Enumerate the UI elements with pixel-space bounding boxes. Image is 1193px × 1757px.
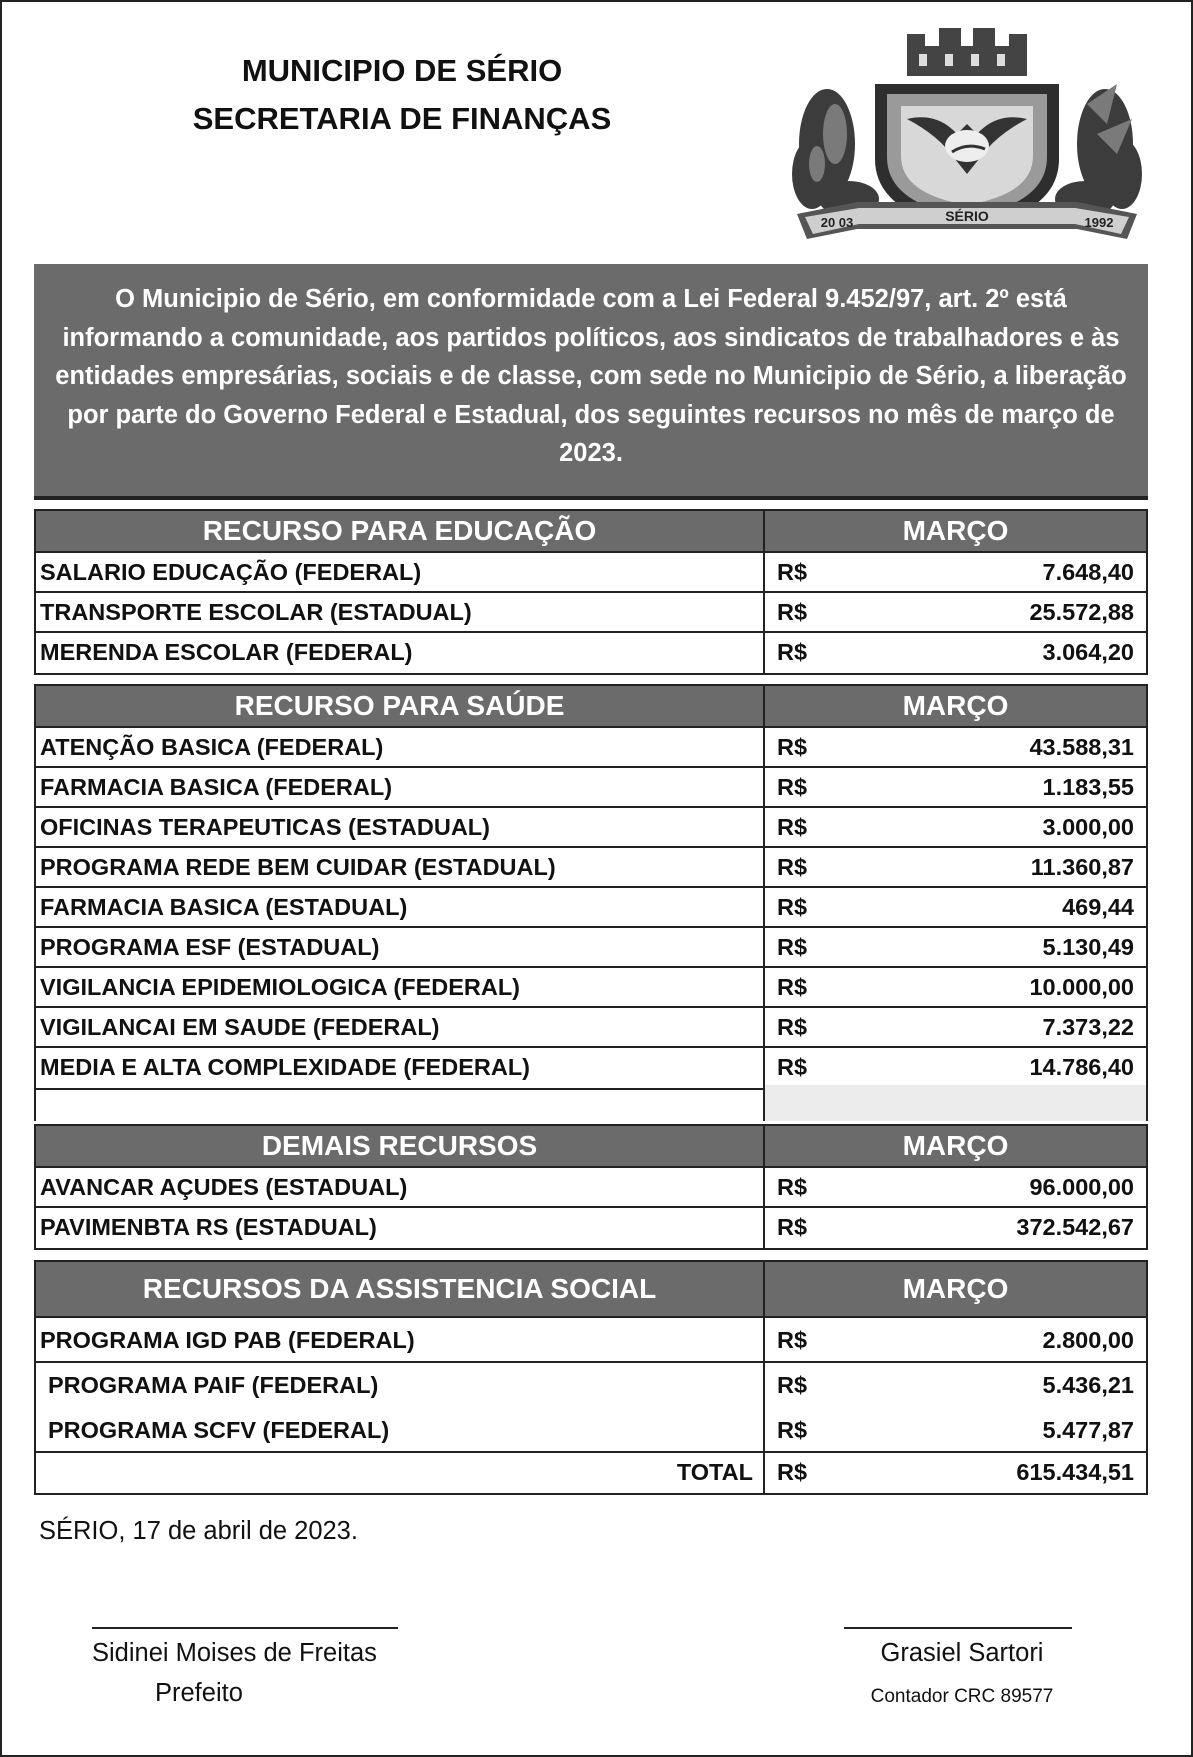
crest-right-text: 1992 [1084,215,1114,230]
crest-left-text: 20 03 [820,215,854,230]
row-amount: 2.800,00 [1042,1327,1134,1353]
table-row [36,1048,1146,1088]
currency-symbol: R$ [777,1417,808,1443]
table-row [36,1168,1146,1208]
section-title: RECURSOS DA ASSISTENCIA SOCIAL [36,1262,765,1316]
row-label: VIGILANCIA EPIDEMIOLOGICA (FEDERAL) [36,968,765,1006]
mayor-name: Sidinei Moises de Freitas [92,1639,377,1667]
table-header [36,686,1146,728]
table-row [36,593,1146,633]
currency-symbol: R$ [777,774,808,800]
row-amount: 1.183,55 [1042,774,1134,800]
table-row [36,968,1146,1008]
currency-symbol: R$ [777,1459,808,1485]
row-amount: 3.000,00 [1042,814,1134,840]
currency-symbol: R$ [777,1054,808,1080]
currency-symbol: R$ [777,1372,808,1398]
row-amount: 96.000,00 [1029,1174,1134,1200]
row-label: ATENÇÃO BASICA (FEDERAL) [36,728,765,766]
table-header [36,511,1146,553]
municipal-coat-of-arms-icon [787,24,1147,246]
section-title: DEMAIS RECURSOS [36,1126,765,1166]
row-amount: 25.572,88 [1029,599,1134,625]
row-label: FARMACIA BASICA (ESTADUAL) [36,888,765,926]
row-amount: 10.000,00 [1029,974,1134,1000]
currency-symbol: R$ [777,814,808,840]
total-amount: 615.434,51 [1016,1459,1134,1485]
health-table [34,684,1148,1090]
table-row [36,728,1146,768]
row-label: OFICINAS TERAPEUTICAS (ESTADUAL) [36,808,765,846]
education-table [34,509,1148,675]
month-header: MARÇO [902,515,1009,546]
row-label: PROGRAMA IGD PAB (FEDERAL) [36,1318,765,1361]
currency-symbol: R$ [777,1327,808,1353]
table-header [36,1262,1146,1318]
row-amount: 5.436,21 [1042,1372,1134,1398]
accountant-role: Contador CRC 89577 [870,1686,1054,1707]
department-title: SECRETARIA DE FINANÇAS [192,101,612,136]
currency-symbol: R$ [777,894,808,920]
table-row [36,633,1146,673]
mayor-role: Prefeito [155,1679,243,1707]
document-header [62,47,742,143]
row-amount: 3.064,20 [1042,639,1134,665]
signature-line-left [92,1627,398,1629]
row-label: PROGRAMA ESF (ESTADUAL) [36,928,765,966]
currency-symbol: R$ [777,639,808,665]
row-label: PAVIMENBTA RS (ESTADUAL) [36,1208,765,1248]
month-header: MARÇO [902,1273,1009,1304]
table-row [36,1363,1146,1408]
currency-symbol: R$ [777,599,808,625]
row-label: PROGRAMA SCFV (FEDERAL) [36,1408,765,1451]
month-header: MARÇO [902,690,1009,721]
month-header: MARÇO [902,1130,1009,1161]
currency-symbol: R$ [777,559,808,585]
signature-line-right [844,1627,1072,1629]
row-amount: 7.373,22 [1042,1014,1134,1040]
currency-symbol: R$ [777,854,808,880]
row-label: VIGILANCAI EM SAUDE (FEDERAL) [36,1008,765,1046]
table-row [36,553,1146,593]
total-label: TOTAL [36,1453,765,1493]
currency-symbol: R$ [777,974,808,1000]
section-title: RECURSO PARA EDUCAÇÃO [36,511,765,551]
row-label: TRANSPORTE ESCOLAR (ESTADUAL) [36,593,765,631]
table-row [36,1408,1146,1453]
table-row [36,1318,1146,1363]
row-label: FARMACIA BASICA (FEDERAL) [36,768,765,806]
row-amount: 11.360,87 [1030,854,1134,880]
table-row [36,768,1146,808]
blank-row [34,1085,1148,1121]
crest-center-text: SÉRIO [945,208,989,224]
table-row [36,808,1146,848]
row-amount: 372.542,67 [1016,1214,1134,1240]
municipality-title: MUNICIPIO DE SÉRIO [241,53,563,88]
table-row [36,1008,1146,1048]
row-label: PROGRAMA REDE BEM CUIDAR (ESTADUAL) [36,848,765,886]
section-title: RECURSO PARA SAÚDE [36,686,765,726]
row-amount: 469,44 [1062,894,1134,920]
table-row [36,888,1146,928]
row-label: AVANCAR AÇUDES (ESTADUAL) [36,1168,765,1206]
currency-symbol: R$ [777,934,808,960]
divider [34,496,1148,500]
row-amount: 5.477,87 [1042,1417,1134,1443]
table-header [36,1126,1146,1168]
currency-symbol: R$ [777,1174,808,1200]
table-row [36,848,1146,888]
row-amount: 43.588,31 [1029,734,1134,760]
row-label: MERENDA ESCOLAR (FEDERAL) [36,633,765,673]
row-amount: 5.130,49 [1042,934,1134,960]
other-resources-table [34,1124,1148,1250]
currency-symbol: R$ [777,1214,808,1240]
row-amount: 7.648,40 [1042,559,1134,585]
accountant-name: Grasiel Sartori [880,1639,1044,1667]
row-label: MEDIA E ALTA COMPLEXIDADE (FEDERAL) [36,1048,765,1088]
date-line: SÉRIO, 17 de abril de 2023. [39,1517,358,1545]
row-label: SALARIO EDUCAÇÃO (FEDERAL) [36,553,765,591]
total-row [36,1453,1146,1493]
social-assistance-table [34,1260,1148,1495]
table-row [36,928,1146,968]
row-amount: 14.786,40 [1029,1054,1134,1080]
table-row [36,1208,1146,1248]
currency-symbol: R$ [777,734,808,760]
currency-symbol: R$ [777,1014,808,1040]
row-label: PROGRAMA PAIF (FEDERAL) [36,1363,765,1408]
intro-notice: O Municipio de Sério, em conformidade com a Lei Federal 9.452/97, art. 2º está informando a comunidade, aos partidos políticos, aos sindicatos de trabalhadores e às entidades empresárias, sociais e de classe, com sede no Municipio de Sério, a liberação por parte do Governo Federal e Estadual, dos seguintes recursos no mês de março de 2023. [34,264,1148,496]
